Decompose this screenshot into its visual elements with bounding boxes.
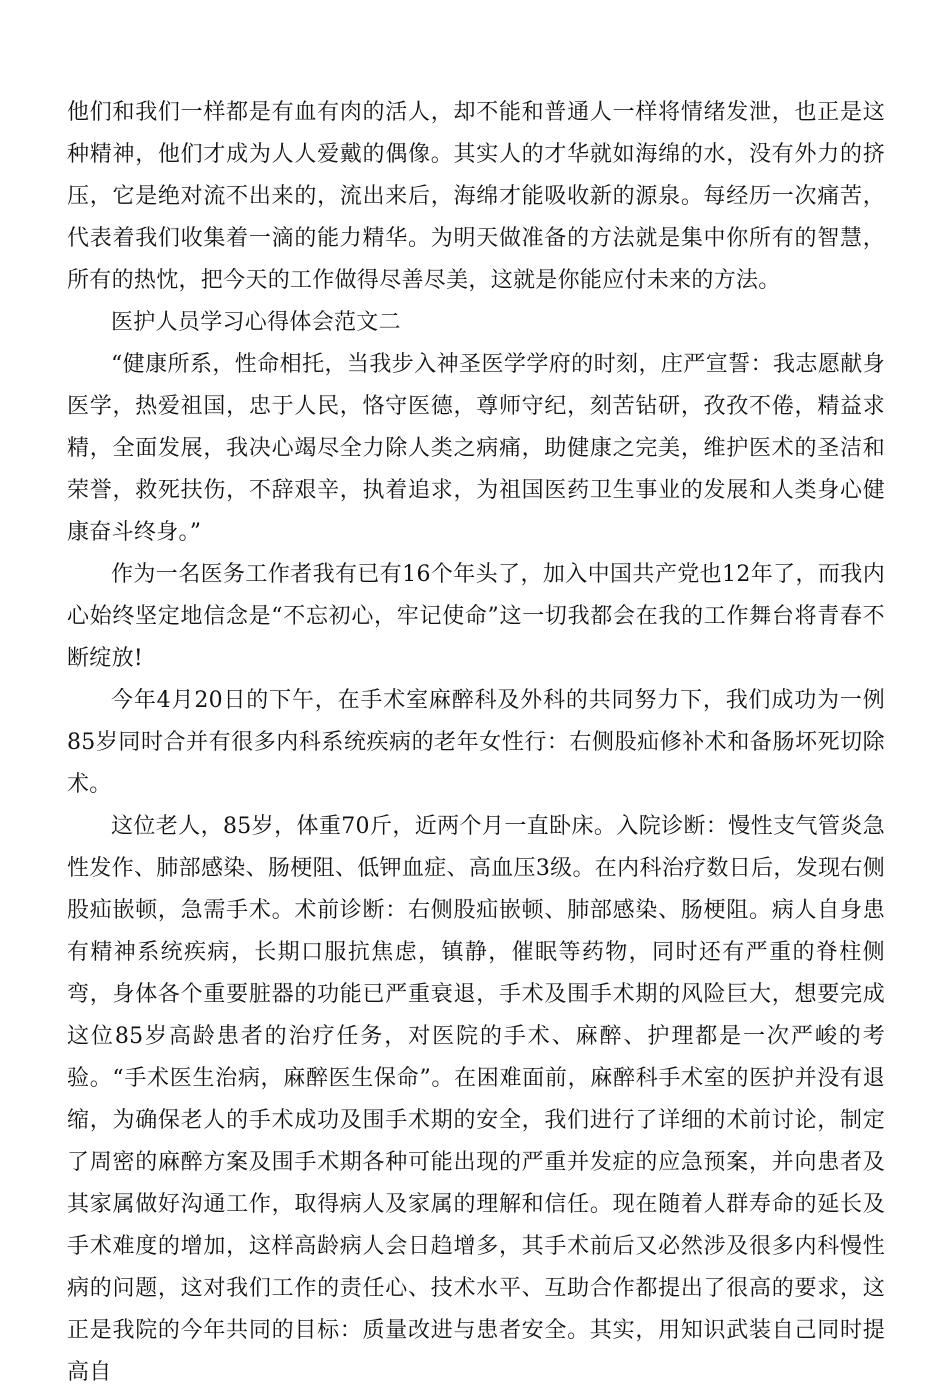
patient-case-paragraph: 这位老人，85岁，体重70斤，近两个月一直卧床。入院诊断：慢性支气管炎急性发作、肺部感染、肠梗阻、低钾血症、高血压3级。在内科治疗数日后，发现右侧股疝嵌顿，急需手术。术前诊断：右侧股疝嵌顿、肺部感染、肠梗阻。病人自身患有精神系统疾病，长期口服抗焦虑，镇静，催眠等药物，同时还有严重的脊柱侧弯，身体各个重要脏器的功能已严重衰退，手术及围手术期的风险巨大，想要完成这位85岁高龄患者的治疗任务，对医院的手术、麻醉、护理都是一次严峻的考验。“手术医生治病，麻醉医生保命”。在困难面前，麻醉科手术室的医护并没有退缩，为确保老人的手术成功及围手术期的安全，我们进行了详细的术前讨论，制定了周密的麻醉方案及围手术期各种可能出现的严重并发症的应急预案，并向患者及其家属做好沟通工作，取得病人及家属的理解和信任。现在随着人群寿命的延长及手术难度的增加，这样高龄病人会日趋增多，其手术前后又必然涉及很多内科慢性病的问题，这对我们工作的责任心、技术水平、互助合作都提出了很高的要求，这正是我院的今年共同的目标：质量改进与患者安全。其实，用知识武装自己同时提高自 bbox=[67, 814, 885, 1385]
section-title: 医护人员学习心得体会范文二 bbox=[111, 310, 401, 335]
document-body bbox=[67, 92, 885, 1394]
surgery-intro-paragraph: 今年4月20日的下午，在手术室麻醉科及外科的共同努力下，我们成功为一例85岁同时合并有很多内科系统疾病的老年女性行：右侧股疝修补术和备肠坏死切除术。 bbox=[67, 688, 885, 797]
oath-paragraph: “健康所系，性命相托，当我步入神圣医学学府的时刻，庄严宣誓：我志愿献身医学，热爱祖国，忠于人民，恪守医德，尊师守纪，刻苦钻研，孜孜不倦，精益求精，全面发展，我决心竭尽全力除人类之病痛，助健康之完美，维护医术的圣洁和荣誉，救死扶伤，不辞艰辛，执着追求，为祖国医药卫生事业的发展和人类身心健康奋斗终身。” bbox=[67, 352, 885, 545]
continuation-paragraph: 他们和我们一样都是有血有肉的活人，却不能和普通人一样将情绪发泄，也正是这种精神，他们才成为人人爱戴的偶像。其实人的才华就如海绵的水，没有外力的挤压，它是绝对流不出来的，流出来后，海绵才能吸收新的源泉。每经历一次痛苦，代表着我们收集着一滴的能力精华。为明天做准备的方法就是集中你所有的智慧，所有的热忱，把今天的工作做得尽善尽美，这就是你能应付未来的方法。 bbox=[67, 100, 885, 293]
career-paragraph: 作为一名医务工作者我有已有16个年头了，加入中国共产党也12年了，而我内心始终坚定地信念是“不忘初心，牢记使命”这一切我都会在我的工作舞台将青春不断绽放! bbox=[67, 562, 885, 671]
